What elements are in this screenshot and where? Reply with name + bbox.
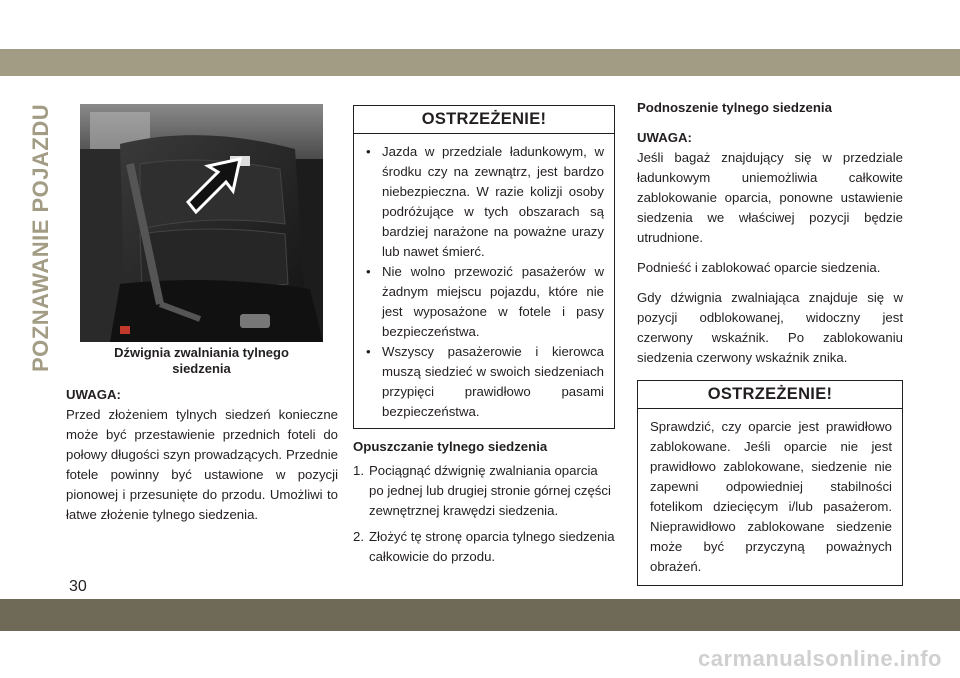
step-item xyxy=(353,461,615,521)
section-heading: Podnoszenie tylnego siedzenia xyxy=(637,100,832,115)
rear-seat-photo xyxy=(80,104,323,342)
figure-caption xyxy=(80,345,323,377)
note-text: Jeśli bagaż znajdujący się w przedziale ładunkowym uniemożliwia całkowite zablokowanie oparcia, ponowne ustawienie siedzenia we właściwej pozycji będzie utrudnione. xyxy=(637,150,903,245)
note-heading: UWAGA: xyxy=(637,130,692,145)
warning-title: OSTRZEŻENIE! xyxy=(354,106,614,134)
section-side-title: POZNAWANIE POJAZDU xyxy=(28,103,53,372)
warning-text: Sprawdzić, czy oparcie jest prawidłowo zablokowane. Jeśli oparcie nie jest prawidłowo zablokowane, siedzenie nie zapewni odpowiedniej stabilności fotelikom dziecięcym i/lub pasażerom. Nieprawidłowo zablokowane siedzenie może być przyczyną poważnych obrażeń. xyxy=(650,419,892,574)
warning-item: • Wszyscy pasażerowie i kierowca muszą siedzieć w swoich siedzeniach przypięci prawidłowo pasami bezpieczeństwa. xyxy=(364,342,604,422)
warning-list xyxy=(354,134,614,428)
note-text: Przed złożeniem tylnych siedzeń konieczne może być przestawienie przednich foteli do połowy długości szyn prowadzących. Przednie fotele powinny być ustawione w pozycji pionowej i przesunięte do przodu. Umożliwi to łatwe złożenie tylnego siedzenia. xyxy=(66,407,338,522)
warning-box xyxy=(637,380,903,586)
step-text: Pociągnąć dźwignię zwalniania oparcia po jednej lub drugiej stronie górnej części zewnętrznej krawędzi siedzenia. xyxy=(369,463,611,518)
warning-box xyxy=(353,105,615,429)
caption-line-2: siedzenia xyxy=(172,361,231,376)
watermark: carmanualsonline.info xyxy=(698,646,942,671)
section-heading: Opuszczanie tylnego siedzenia xyxy=(353,439,548,454)
step-number: 2. xyxy=(353,529,364,544)
warning-item: • Jazda w przedziale ładunkowym, w środku czy na zewnątrz, jest bardzo niebezpieczna. W razie kolizji osoby podróżujące w tych obszarach są bardziej narażone na poważne urazy lub nawet śmierć. xyxy=(364,142,604,262)
step-number: 1. xyxy=(353,463,364,478)
paragraph: Gdy dźwignia zwalniająca znajduje się w pozycji odblokowanej, widoczny jest czerwony wskaźnik. Po zablokowaniu siedzenia czerwony wskaźnik znika. xyxy=(637,290,903,365)
rear-seat-illustration xyxy=(80,104,323,342)
steps-list xyxy=(353,461,615,567)
column-1 xyxy=(66,385,338,525)
caption-line-1: Dźwignia zwalniania tylnego xyxy=(114,345,289,360)
warning-title: OSTRZEŻENIE! xyxy=(638,381,902,409)
header-bar xyxy=(0,49,960,76)
warning-item: • Nie wolno przewozić pasażerów w żadnym miejscu pojazdu, które nie jest wyposażone w fotele i pasy bezpieczeństwa. xyxy=(364,262,604,342)
step-item xyxy=(353,527,615,567)
note-heading: UWAGA: xyxy=(66,387,121,402)
paragraph: Podnieść i zablokować oparcie siedzenia. xyxy=(637,260,881,275)
column-2 xyxy=(353,105,615,573)
footer-bar xyxy=(0,599,960,631)
page-number: 30 xyxy=(69,578,87,595)
step-text: Złożyć tę stronę oparcia tylnego siedzenia całkowicie do przodu. xyxy=(369,529,615,564)
column-3 xyxy=(637,98,903,586)
